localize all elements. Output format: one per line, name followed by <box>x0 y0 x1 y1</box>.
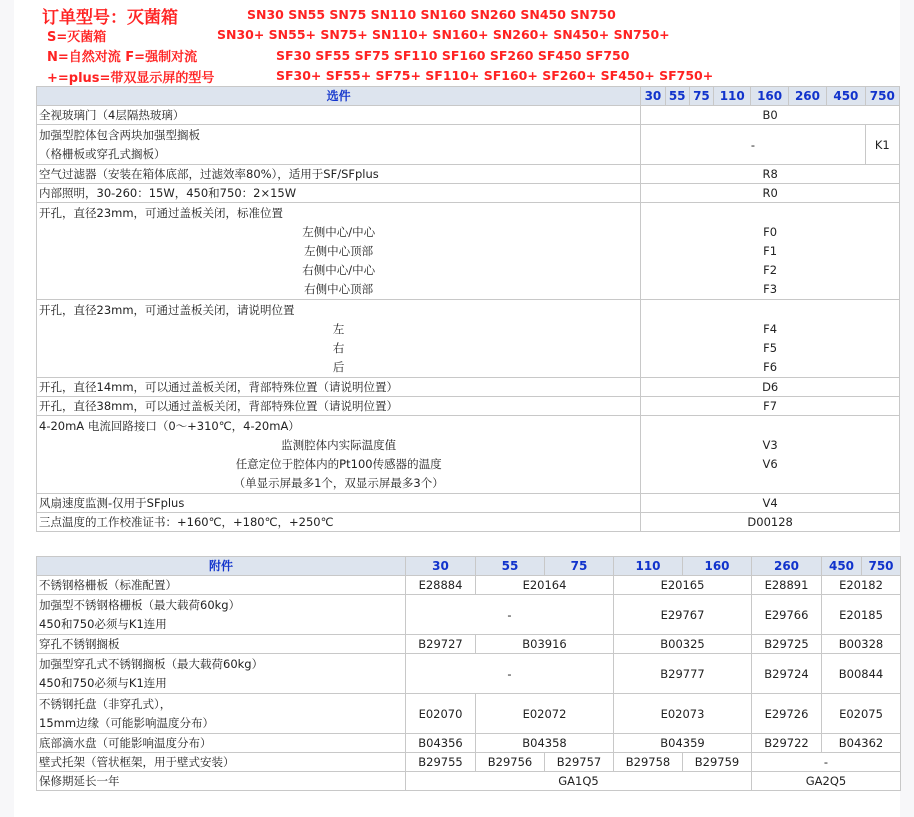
option-sub: 后 <box>332 360 345 374</box>
option-label <box>37 300 641 378</box>
size-col-75: 75 <box>545 557 614 576</box>
option-code: B0 <box>641 106 900 125</box>
option-sub: 右 <box>332 341 345 355</box>
accessory-label-line2: 450和750必须与K1连用 <box>39 676 167 690</box>
part-number: B29758 <box>614 753 683 772</box>
option-label: 开孔，直径38mm，可以通过盖板关闭，背部特殊位置（请说明位置） <box>37 397 641 416</box>
option-code: V6 <box>762 457 778 471</box>
option-code: R0 <box>641 184 900 203</box>
part-number: E02073 <box>614 694 752 734</box>
accessory-row-perforated-shelf <box>37 635 901 654</box>
option-label: 内部照明，30-260：15W，450和750：2×15W <box>37 184 641 203</box>
size-col-260: 260 <box>788 87 826 106</box>
accessory-row-wall-bracket <box>37 753 901 772</box>
option-code-na: - <box>641 125 865 165</box>
page <box>14 0 900 817</box>
accessory-label: 不锈钢格栅板（标准配置） <box>37 576 406 595</box>
option-sub: （单显示屏最多1个，双显示屏最多3个） <box>233 476 444 490</box>
option-label: 全视玻璃门（4层隔热玻璃） <box>37 106 641 125</box>
option-label: 空气过滤器（安装在箱体底部，过滤效率80%），适用于SF/SFplus <box>37 165 641 184</box>
option-label-line2: （格栅板或穿孔式搁板） <box>39 147 166 161</box>
size-col-160: 160 <box>683 557 752 576</box>
part-number: E28891 <box>752 576 822 595</box>
options-col-header: 选件 <box>37 87 641 106</box>
size-col-450: 450 <box>822 557 862 576</box>
option-row-port-23-standard <box>37 203 900 300</box>
part-number: E20165 <box>614 576 752 595</box>
size-col-110: 110 <box>614 557 683 576</box>
part-number-na: - <box>752 753 901 772</box>
option-code: F6 <box>763 360 778 374</box>
option-label <box>37 416 641 494</box>
legend-plus: +=plus=带双显示屏的型号 <box>47 71 215 86</box>
accessory-row-drip-tray <box>37 734 901 753</box>
option-label: 开孔，直径14mm，可以通过盖板关闭，背部特殊位置（请说明位置） <box>37 378 641 397</box>
part-number: B29756 <box>476 753 545 772</box>
size-col-450: 450 <box>827 87 865 106</box>
option-code: F5 <box>763 341 778 355</box>
accessory-row-reinforced-grid <box>37 595 901 635</box>
options-table <box>36 86 900 532</box>
size-col-160: 160 <box>751 87 788 106</box>
option-row-reinforced-chamber <box>37 125 900 165</box>
part-number-na: - <box>406 654 614 694</box>
option-codes <box>641 203 900 300</box>
accessory-label <box>37 694 406 734</box>
option-sub: 左 <box>332 322 345 336</box>
options-header-row <box>37 87 900 106</box>
option-code-k1: K1 <box>865 125 899 165</box>
option-code: F4 <box>763 322 778 336</box>
accessories-col-header: 附件 <box>37 557 406 576</box>
size-col-55: 55 <box>665 87 689 106</box>
size-col-75: 75 <box>689 87 713 106</box>
part-number: B00328 <box>822 635 901 654</box>
option-code: V4 <box>641 494 900 513</box>
part-number: E29767 <box>614 595 752 635</box>
size-col-750: 750 <box>865 87 899 106</box>
size-col-55: 55 <box>476 557 545 576</box>
option-row-lighting <box>37 184 900 203</box>
option-code: F2 <box>763 263 778 277</box>
accessories-header-row <box>37 557 901 576</box>
accessory-label-line1: 加强型不锈钢格栅板（最大载荷60kg） <box>39 598 241 612</box>
size-col-30: 30 <box>406 557 476 576</box>
part-number-na: - <box>406 595 614 635</box>
part-number: B29755 <box>406 753 476 772</box>
option-row-port-38 <box>37 397 900 416</box>
part-number: B29722 <box>752 734 822 753</box>
part-number: E02072 <box>476 694 614 734</box>
model-line-sf-plus: SF30+ SF55+ SF75+ SF110+ SF160+ SF260+ SF450+ SF750+ <box>276 68 714 83</box>
option-label <box>37 203 641 300</box>
part-number: E29726 <box>752 694 822 734</box>
part-number: E02070 <box>406 694 476 734</box>
size-col-30: 30 <box>641 87 665 106</box>
option-code: V3 <box>762 438 778 452</box>
part-number: E20182 <box>822 576 901 595</box>
part-number: B29777 <box>614 654 752 694</box>
option-sub: 右侧中心/中心 <box>302 263 376 277</box>
option-code: D6 <box>641 378 900 397</box>
option-label-line1: 开孔，直径23mm，可通过盖板关闭，标准位置 <box>39 206 284 220</box>
option-code: F0 <box>763 225 778 239</box>
accessory-label <box>37 654 406 694</box>
size-col-110: 110 <box>714 87 751 106</box>
part-number: B04359 <box>614 734 752 753</box>
part-number: E20164 <box>476 576 614 595</box>
option-codes <box>641 300 900 378</box>
model-line-sf: SF30 SF55 SF75 SF110 SF160 SF260 SF450 SF750 <box>276 48 630 63</box>
option-row-glass-door <box>37 106 900 125</box>
accessory-label: 穿孔不锈钢搁板 <box>37 635 406 654</box>
order-model-header <box>14 0 900 90</box>
part-number: B04356 <box>406 734 476 753</box>
accessory-row-tray <box>37 694 901 734</box>
option-code: D00128 <box>641 513 900 532</box>
part-number: B04358 <box>476 734 614 753</box>
option-codes <box>641 416 900 494</box>
accessory-label-line1: 不锈钢托盘（非穿孔式）， <box>39 697 172 711</box>
accessories-table <box>36 556 901 791</box>
accessory-label <box>37 595 406 635</box>
part-number: E20185 <box>822 595 901 635</box>
size-col-750: 750 <box>862 557 901 576</box>
accessory-label: 保修期延长一年 <box>37 772 406 791</box>
legend-nf: N=自然对流 F=强制对流 <box>47 50 198 65</box>
model-line-sn-plus: SN30+ SN55+ SN75+ SN110+ SN160+ SN260+ SN450+ SN750+ <box>217 27 670 42</box>
part-number: B00325 <box>614 635 752 654</box>
accessory-row-warranty <box>37 772 901 791</box>
option-label-line1: 加强型腔体包含两块加强型搁板 <box>39 128 200 142</box>
option-label: 三点温度的工作校准证书：+160℃，+180℃，+250℃ <box>37 513 641 532</box>
part-number: GA2Q5 <box>752 772 901 791</box>
option-sub: 右侧中心顶部 <box>304 282 374 296</box>
accessory-label-line2: 450和750必须与K1连用 <box>39 617 167 631</box>
part-number: B29759 <box>683 753 752 772</box>
option-label-line1: 开孔，直径23mm，可通过盖板关闭，请说明位置 <box>39 303 295 317</box>
accessory-row-reinforced-perforated <box>37 654 901 694</box>
part-number: E02075 <box>822 694 901 734</box>
accessory-row-grid-shelf <box>37 576 901 595</box>
option-label: 风扇速度监测-仅用于SFplus <box>37 494 641 513</box>
option-row-calibration <box>37 513 900 532</box>
legend-s: S=灭菌箱 <box>47 30 107 45</box>
part-number: GA1Q5 <box>406 772 752 791</box>
option-code: F7 <box>641 397 900 416</box>
option-row-port-14 <box>37 378 900 397</box>
part-number: B29757 <box>545 753 614 772</box>
part-number: E29766 <box>752 595 822 635</box>
part-number: B03916 <box>476 635 614 654</box>
option-row-port-23-custom <box>37 300 900 378</box>
part-number: B04362 <box>822 734 901 753</box>
order-model-title: 订单型号：灭菌箱 <box>42 8 178 28</box>
option-sub: 任意定位于腔体内的Pt100传感器的温度 <box>235 457 442 471</box>
accessory-label: 底部滴水盘（可能影响温度分布） <box>37 734 406 753</box>
model-line-sn: SN30 SN55 SN75 SN110 SN160 SN260 SN450 SN750 <box>247 7 616 22</box>
part-number: E28884 <box>406 576 476 595</box>
part-number: B29725 <box>752 635 822 654</box>
accessory-label-line1: 加强型穿孔式不锈钢搁板（最大载荷60kg） <box>39 657 264 671</box>
option-sub: 左侧中心顶部 <box>304 244 374 258</box>
option-label-line1: 4-20mA 电流回路接口（0～+310℃，4-20mA） <box>39 419 300 433</box>
option-sub: 左侧中心/中心 <box>302 225 376 239</box>
accessory-label: 壁式托架（管状框架，用于壁式安装） <box>37 753 406 772</box>
option-row-current-loop <box>37 416 900 494</box>
option-sub: 监测腔体内实际温度值 <box>281 438 397 452</box>
part-number: B29724 <box>752 654 822 694</box>
part-number: B29727 <box>406 635 476 654</box>
option-code: R8 <box>641 165 900 184</box>
option-row-air-filter <box>37 165 900 184</box>
option-code: F1 <box>763 244 778 258</box>
size-col-260: 260 <box>752 557 822 576</box>
option-code: F3 <box>763 282 778 296</box>
option-label <box>37 125 641 165</box>
accessory-label-line2: 15mm边缘（可能影响温度分布） <box>39 716 215 730</box>
part-number: B00844 <box>822 654 901 694</box>
option-row-fan-monitor <box>37 494 900 513</box>
